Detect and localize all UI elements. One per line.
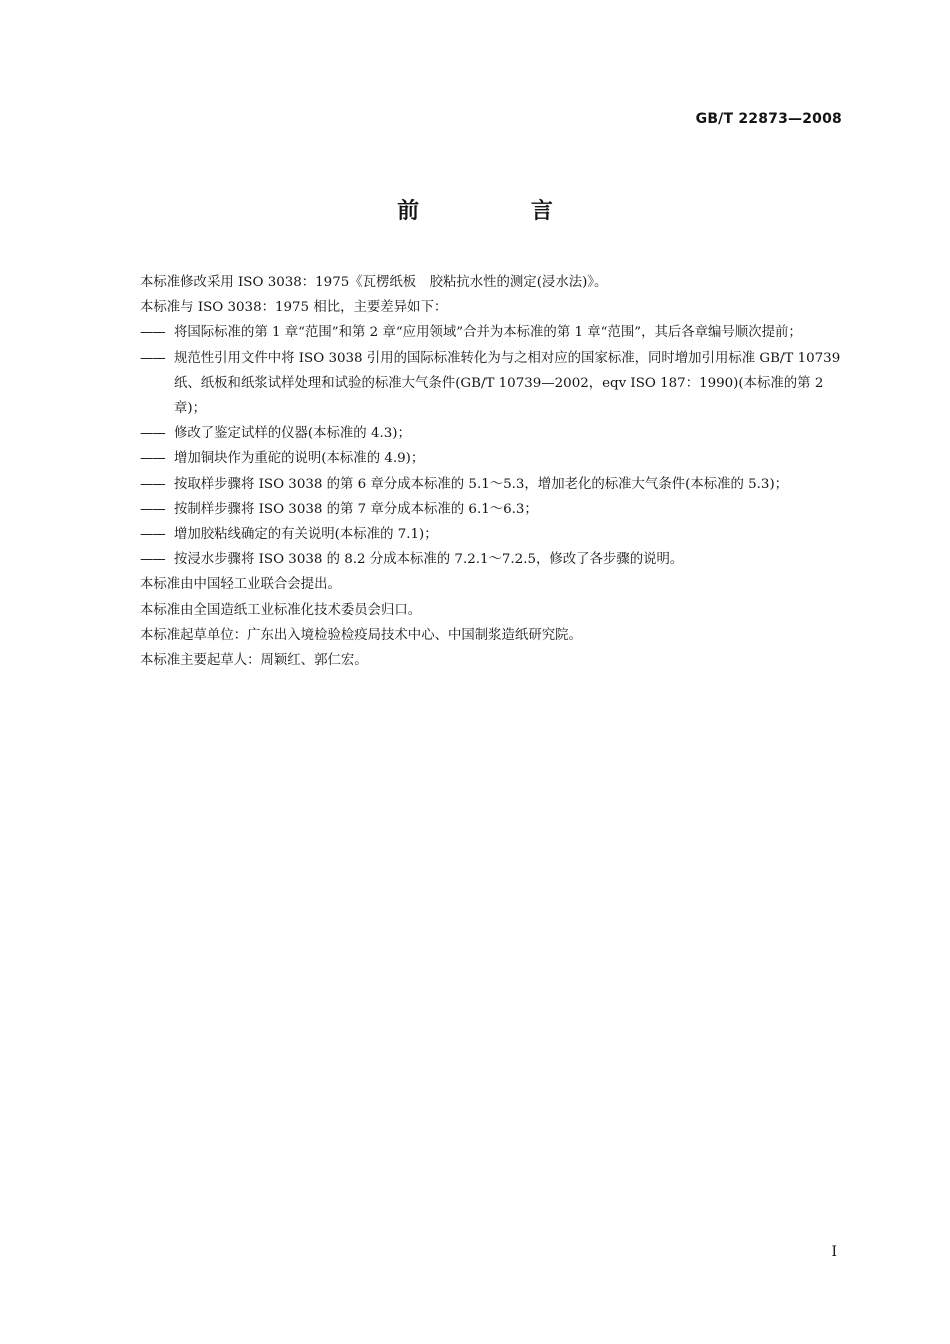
- list-item: [140, 522, 846, 547]
- list-item: [140, 497, 846, 522]
- standard-number: GB/T 22873—2008: [695, 111, 842, 127]
- dash-marker: ——: [140, 501, 165, 517]
- list-item: [140, 320, 846, 345]
- list-item: [140, 421, 846, 446]
- list-item: [140, 547, 846, 572]
- list-item: [140, 346, 846, 422]
- list-item-text: 按浸水步骤将 ISO 3038 的 8.2 分成本标准的 7.2.1～7.2.5，修改了各步骤的说明。: [174, 552, 684, 568]
- dash-marker: ——: [140, 552, 165, 568]
- paragraph-committee: 本标准由全国造纸工业标准化技术委员会归口。: [140, 602, 422, 618]
- document-body: [140, 270, 846, 673]
- list-item-text: 按制样步骤将 ISO 3038 的第 7 章分成本标准的 6.1～6.3；: [174, 501, 538, 517]
- dash-marker: ——: [140, 325, 165, 341]
- paragraph-proposer: 本标准由中国轻工业联合会提出。: [140, 577, 341, 593]
- paragraph-adoption: 本标准修改采用 ISO 3038：1975《瓦楞纸板 胶粘抗水性的测定(浸水法)》。: [140, 275, 608, 290]
- list-item-text: 规范性引用文件中将 ISO 3038 引用的国际标准转化为与之相对应的国家标准，同时增加引用标准 GB/T 10739 纸、纸板和纸浆试样处理和试验的标准大气条件(GB/T 10739—2002，eqv ISO 187：1990)(本标准的第 2 章)；: [174, 350, 841, 417]
- dash-marker: ——: [140, 350, 165, 366]
- dash-marker: ——: [140, 476, 165, 492]
- paragraph-differences-intro: 本标准与 ISO 3038：1975 相比，主要差异如下：: [140, 300, 448, 316]
- paragraph-drafters: 本标准主要起草人：周颖红、郭仁宏。: [140, 653, 368, 669]
- dash-marker: ——: [140, 451, 165, 467]
- page-number: I: [831, 1244, 837, 1260]
- list-item-text: 按取样步骤将 ISO 3038 的第 6 章分成本标准的 5.1～5.3，增加老化的标准大气条件(本标准的 5.3)；: [174, 476, 789, 492]
- list-item: [140, 472, 846, 497]
- paragraph-drafting-units: 本标准起草单位：广东出入境检验检疫局技术中心、中国制浆造纸研究院。: [140, 627, 582, 643]
- list-item-text: 修改了鉴定试样的仪器(本标准的 4.3)；: [174, 426, 411, 442]
- list-item-text: 增加胶粘线确定的有关说明(本标准的 7.1)；: [174, 527, 438, 543]
- dash-marker: ——: [140, 527, 165, 543]
- list-item-text: 增加铜块作为重砣的说明(本标准的 4.9)；: [174, 451, 425, 467]
- list-item: [140, 446, 846, 471]
- page-title: 前 言: [397, 199, 605, 224]
- list-item-text: 将国际标准的第 1 章“范围”和第 2 章“应用领域”合并为本标准的第 1 章“范围”，其后各章编号顺次提前；: [174, 325, 802, 341]
- dash-marker: ——: [140, 426, 165, 442]
